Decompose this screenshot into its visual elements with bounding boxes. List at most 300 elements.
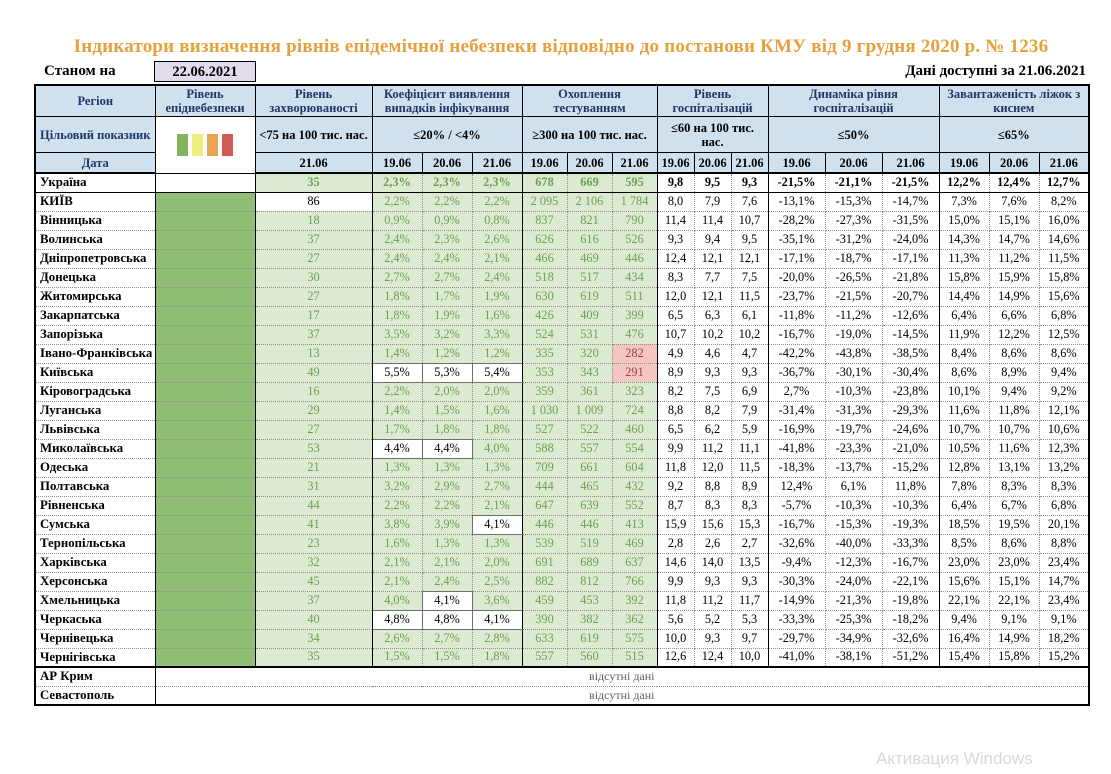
coef-cell: 2,0% [472, 553, 522, 572]
hospitalization-cell: 7,6 [731, 192, 768, 211]
incidence-cell: 37 [255, 591, 372, 610]
beds-cell: 12,3% [1039, 439, 1089, 458]
danger-level-cell [155, 553, 255, 572]
testing-cell: 633 [522, 629, 567, 648]
hospitalization-cell: 6,2 [694, 420, 731, 439]
testing-cell: 466 [522, 249, 567, 268]
hospitalization-cell: 5,6 [657, 610, 694, 629]
testing-cell: 343 [567, 363, 612, 382]
dynamics-cell: -21,0% [882, 439, 939, 458]
hospitalization-cell: 10,2 [694, 325, 731, 344]
danger-level-cell [155, 344, 255, 363]
beds-cell: 12,2% [939, 173, 989, 192]
coef-cell: 2,1% [472, 496, 522, 515]
incidence-cell: 40 [255, 610, 372, 629]
dynamics-cell: -26,5% [825, 268, 882, 287]
danger-level-cell [155, 211, 255, 230]
coef-cell: 3,9% [422, 515, 472, 534]
target-dynamics: ≤50% [768, 117, 939, 153]
dynamics-cell: -14,5% [882, 325, 939, 344]
testing-cell: 515 [612, 648, 657, 667]
coef-cell: 2,6% [372, 629, 422, 648]
beds-cell: 18,2% [1039, 629, 1089, 648]
dynamics-cell: -41,8% [768, 439, 825, 458]
dynamics-cell: -21,1% [825, 173, 882, 192]
dynamics-cell: -41,0% [768, 648, 825, 667]
danger-level-cell [155, 534, 255, 553]
hospitalization-cell: 11,4 [657, 211, 694, 230]
testing-cell: 1 030 [522, 401, 567, 420]
dynamics-cell: -14,9% [768, 591, 825, 610]
testing-cell: 639 [567, 496, 612, 515]
testing-cell: 526 [612, 230, 657, 249]
incidence-cell: 18 [255, 211, 372, 230]
hospitalization-cell: 11,1 [731, 439, 768, 458]
coef-cell: 2,3% [372, 173, 422, 192]
dynamics-cell: -18,2% [882, 610, 939, 629]
coef-cell: 2,4% [422, 249, 472, 268]
testing-cell: 812 [567, 572, 612, 591]
beds-cell: 15,6% [939, 572, 989, 591]
dynamics-cell: -9,4% [768, 553, 825, 572]
beds-cell: 6,8% [1039, 306, 1089, 325]
testing-cell: 353 [522, 363, 567, 382]
beds-cell: 15,8% [939, 268, 989, 287]
coef-cell: 1,3% [472, 458, 522, 477]
beds-cell: 10,7% [989, 420, 1039, 439]
date-cell: 21.06 [1039, 153, 1089, 174]
incidence-cell: 29 [255, 401, 372, 420]
hospitalization-cell: 7,5 [694, 382, 731, 401]
coef-cell: 2,3% [422, 173, 472, 192]
danger-level-cell [155, 325, 255, 344]
date-cell: 21.06 [472, 153, 522, 174]
coef-cell: 2,1% [372, 553, 422, 572]
beds-cell: 15,9% [989, 268, 1039, 287]
testing-cell: 446 [612, 249, 657, 268]
coef-cell: 4,8% [422, 610, 472, 629]
date-cell: 21.06 [882, 153, 939, 174]
beds-cell: 14,7% [1039, 572, 1089, 591]
dynamics-cell: -20,7% [882, 287, 939, 306]
testing-cell: 460 [612, 420, 657, 439]
table-row [35, 306, 1089, 325]
as-of-date-box: 22.06.2021 [154, 61, 256, 82]
region-name: Рівненська [35, 496, 155, 515]
dynamics-cell: -18,3% [768, 458, 825, 477]
incidence-cell: 35 [255, 173, 372, 192]
coef-cell: 1,4% [372, 344, 422, 363]
coef-cell: 3,5% [372, 325, 422, 344]
danger-level-cell [155, 363, 255, 382]
dynamics-cell: -33,3% [768, 610, 825, 629]
incidence-cell: 30 [255, 268, 372, 287]
table-row [35, 686, 1089, 705]
table-header [35, 85, 1089, 173]
testing-cell: 409 [567, 306, 612, 325]
testing-cell: 619 [567, 629, 612, 648]
beds-cell: 11,3% [939, 249, 989, 268]
incidence-cell: 16 [255, 382, 372, 401]
danger-level-cell [155, 382, 255, 401]
beds-cell: 10,6% [1039, 420, 1089, 439]
incidence-cell: 21 [255, 458, 372, 477]
beds-cell: 19,5% [989, 515, 1039, 534]
hospitalization-cell: 2,8 [657, 534, 694, 553]
danger-level-cell [155, 629, 255, 648]
hospitalization-cell: 14,0 [694, 553, 731, 572]
coef-cell: 1,6% [472, 401, 522, 420]
testing-cell: 432 [612, 477, 657, 496]
incidence-cell: 32 [255, 553, 372, 572]
region-name: Житомирська [35, 287, 155, 306]
coef-cell: 2,4% [372, 230, 422, 249]
testing-cell: 626 [522, 230, 567, 249]
coef-cell: 1,8% [472, 648, 522, 667]
hospitalization-cell: 11,5 [731, 458, 768, 477]
testing-cell: 522 [567, 420, 612, 439]
beds-cell: 12,4% [989, 173, 1039, 192]
coef-cell: 1,8% [472, 420, 522, 439]
incidence-cell: 35 [255, 648, 372, 667]
date-cell: 19.06 [372, 153, 422, 174]
dynamics-cell: -22,1% [882, 572, 939, 591]
beds-cell: 16,4% [939, 629, 989, 648]
hospitalization-cell: 10,0 [731, 648, 768, 667]
testing-cell: 524 [522, 325, 567, 344]
date-cell: 21.06 [731, 153, 768, 174]
incidence-cell: 23 [255, 534, 372, 553]
danger-level-cell [155, 477, 255, 496]
danger-level-cell [155, 572, 255, 591]
coef-cell: 1,9% [472, 287, 522, 306]
coef-cell: 3,6% [472, 591, 522, 610]
table-row [35, 553, 1089, 572]
dynamics-cell: -12,3% [825, 553, 882, 572]
beds-cell: 7,3% [939, 192, 989, 211]
coef-cell: 4,4% [372, 439, 422, 458]
incidence-cell: 37 [255, 325, 372, 344]
coef-cell: 1,8% [372, 287, 422, 306]
coef-cell: 0,9% [422, 211, 472, 230]
table-row [35, 667, 1089, 686]
dynamics-cell: -16,9% [768, 420, 825, 439]
hospitalization-cell: 2,6 [694, 534, 731, 553]
hospitalization-cell: 10,7 [731, 211, 768, 230]
testing-cell: 678 [522, 173, 567, 192]
testing-cell: 519 [567, 534, 612, 553]
beds-cell: 10,5% [939, 439, 989, 458]
danger-level-bar [192, 134, 203, 156]
region-name: АР Крим [35, 667, 155, 686]
hospitalization-cell: 4,9 [657, 344, 694, 363]
dynamics-cell: -19,7% [825, 420, 882, 439]
dynamics-cell: -43,8% [825, 344, 882, 363]
testing-cell: 469 [612, 534, 657, 553]
dynamics-cell: -34,9% [825, 629, 882, 648]
date-cell: 19.06 [768, 153, 825, 174]
beds-cell: 10,1% [939, 382, 989, 401]
testing-cell: 588 [522, 439, 567, 458]
data-available-label [905, 63, 1086, 80]
region-name: Запорізька [35, 325, 155, 344]
hospitalization-cell: 15,9 [657, 515, 694, 534]
beds-cell: 15,1% [989, 572, 1039, 591]
beds-cell: 11,6% [939, 401, 989, 420]
danger-level-cell [155, 230, 255, 249]
testing-cell: 2 106 [567, 192, 612, 211]
coef-cell: 4,4% [422, 439, 472, 458]
region-name: КИЇВ [35, 192, 155, 211]
beds-cell: 11,6% [989, 439, 1039, 458]
coef-cell: 2,1% [422, 553, 472, 572]
testing-cell: 426 [522, 306, 567, 325]
coef-cell: 2,2% [372, 192, 422, 211]
coef-cell: 1,5% [422, 648, 472, 667]
hospitalization-cell: 10,2 [731, 325, 768, 344]
hospitalization-cell: 11,2 [694, 591, 731, 610]
beds-cell: 15,6% [1039, 287, 1089, 306]
testing-cell: 531 [567, 325, 612, 344]
incidence-cell: 45 [255, 572, 372, 591]
region-name: Україна [35, 173, 155, 192]
testing-cell: 557 [567, 439, 612, 458]
danger-level-cell [155, 287, 255, 306]
testing-cell: 469 [567, 249, 612, 268]
testing-cell: 669 [567, 173, 612, 192]
danger-level-cell [155, 439, 255, 458]
hospitalization-cell: 8,2 [657, 382, 694, 401]
beds-cell: 23,0% [989, 553, 1039, 572]
coef-cell: 5,5% [372, 363, 422, 382]
dynamics-cell: -24,0% [882, 230, 939, 249]
testing-cell: 882 [522, 572, 567, 591]
col-header-testing: Охоплення тестуванням [522, 85, 657, 117]
table-row [35, 591, 1089, 610]
table-row [35, 629, 1089, 648]
coef-cell: 2,2% [372, 382, 422, 401]
region-name: Полтавська [35, 477, 155, 496]
beds-cell: 11,2% [989, 249, 1039, 268]
hospitalization-cell: 12,4 [694, 648, 731, 667]
hospitalization-cell: 12,0 [694, 458, 731, 477]
hospitalization-cell: 11,5 [731, 287, 768, 306]
dynamics-cell: -27,3% [825, 211, 882, 230]
testing-cell: 527 [522, 420, 567, 439]
table-row [35, 382, 1089, 401]
coef-cell: 1,2% [472, 344, 522, 363]
dynamics-cell: -31,4% [768, 401, 825, 420]
hospitalization-cell: 9,7 [731, 629, 768, 648]
beds-cell: 11,9% [939, 325, 989, 344]
testing-cell: 382 [567, 610, 612, 629]
dynamics-cell: -35,1% [768, 230, 825, 249]
danger-level-bar [207, 134, 218, 156]
date-cell: 20.06 [825, 153, 882, 174]
beds-cell: 12,8% [939, 458, 989, 477]
dynamics-cell: -21,5% [882, 173, 939, 192]
hospitalization-cell: 12,1 [731, 249, 768, 268]
coef-cell: 2,5% [472, 572, 522, 591]
testing-cell: 661 [567, 458, 612, 477]
hospitalization-cell: 11,2 [694, 439, 731, 458]
testing-cell: 446 [522, 515, 567, 534]
testing-cell: 362 [612, 610, 657, 629]
hospitalization-cell: 15,3 [731, 515, 768, 534]
coef-cell: 3,8% [372, 515, 422, 534]
table-row [35, 287, 1089, 306]
coef-cell: 1,3% [422, 534, 472, 553]
testing-cell: 821 [567, 211, 612, 230]
dynamics-cell: 2,7% [768, 382, 825, 401]
dynamics-cell: -15,2% [882, 458, 939, 477]
hospitalization-cell: 9,4 [694, 230, 731, 249]
testing-cell: 320 [567, 344, 612, 363]
beds-cell: 14,9% [989, 629, 1039, 648]
danger-level-cell [155, 420, 255, 439]
dynamics-cell: -13,7% [825, 458, 882, 477]
indicators-table [34, 84, 1090, 706]
beds-cell: 8,6% [939, 363, 989, 382]
testing-cell: 459 [522, 591, 567, 610]
hospitalization-cell: 9,3 [731, 572, 768, 591]
region-name: Вінницька [35, 211, 155, 230]
col-header-danger-level: Рівень епіднебезпеки [155, 85, 255, 117]
beds-cell: 15,1% [989, 211, 1039, 230]
beds-cell: 14,3% [939, 230, 989, 249]
col-header-region: Регіон [35, 85, 155, 117]
testing-cell: 539 [522, 534, 567, 553]
incidence-cell: 34 [255, 629, 372, 648]
testing-cell: 453 [567, 591, 612, 610]
beds-cell: 8,3% [1039, 477, 1089, 496]
dynamics-cell: -32,6% [882, 629, 939, 648]
hospitalization-cell: 9,5 [694, 173, 731, 192]
hospitalization-cell: 9,3 [694, 572, 731, 591]
testing-cell: 619 [567, 287, 612, 306]
coef-cell: 1,3% [372, 458, 422, 477]
hospitalization-cell: 9,2 [657, 477, 694, 496]
region-name: Дніпропетровська [35, 249, 155, 268]
table-row [35, 173, 1089, 192]
region-name: Кіровоградська [35, 382, 155, 401]
header-row-targets [35, 117, 1089, 153]
danger-level-bar [177, 134, 188, 156]
region-name: Одеська [35, 458, 155, 477]
dynamics-cell: -42,2% [768, 344, 825, 363]
coef-cell: 2,4% [372, 249, 422, 268]
incidence-cell: 41 [255, 515, 372, 534]
table-row [35, 534, 1089, 553]
region-name: Хмельницька [35, 591, 155, 610]
beds-cell: 12,5% [1039, 325, 1089, 344]
date-cell: 20.06 [567, 153, 612, 174]
danger-level-cell [155, 591, 255, 610]
dynamics-cell: -31,5% [882, 211, 939, 230]
table-row [35, 192, 1089, 211]
dynamics-cell: -29,7% [768, 629, 825, 648]
testing-cell: 595 [612, 173, 657, 192]
coef-cell: 1,3% [472, 534, 522, 553]
beds-cell: 7,6% [989, 192, 1039, 211]
hospitalization-cell: 14,6 [657, 553, 694, 572]
region-name: Черкаська [35, 610, 155, 629]
beds-cell: 8,9% [989, 363, 1039, 382]
testing-cell: 554 [612, 439, 657, 458]
hospitalization-cell: 8,2 [694, 401, 731, 420]
testing-cell: 390 [522, 610, 567, 629]
table-row [35, 515, 1089, 534]
coef-cell: 4,0% [472, 439, 522, 458]
date-cell: 20.06 [989, 153, 1039, 174]
hospitalization-cell: 7,7 [694, 268, 731, 287]
dynamics-cell: -15,3% [825, 192, 882, 211]
incidence-cell: 27 [255, 249, 372, 268]
date-cell: 21.06 [612, 153, 657, 174]
target-incidence: <75 на 100 тис. нас. [255, 117, 372, 153]
dynamics-cell: -10,3% [825, 382, 882, 401]
testing-cell: 359 [522, 382, 567, 401]
danger-level-cell [155, 173, 255, 192]
dynamics-cell: -21,3% [825, 591, 882, 610]
beds-cell: 15,2% [1039, 648, 1089, 667]
table-row [35, 439, 1089, 458]
coef-cell: 2,2% [472, 192, 522, 211]
beds-cell: 8,8% [1039, 534, 1089, 553]
dynamics-cell: -23,8% [882, 382, 939, 401]
hospitalization-cell: 9,8 [657, 173, 694, 192]
testing-cell: 476 [612, 325, 657, 344]
coef-cell: 1,6% [372, 534, 422, 553]
dynamics-cell: -21,5% [825, 287, 882, 306]
dynamics-cell: -24,6% [882, 420, 939, 439]
beds-cell: 6,4% [939, 496, 989, 515]
table-row [35, 249, 1089, 268]
hospitalization-cell: 5,3 [731, 610, 768, 629]
dynamics-cell: -23,3% [825, 439, 882, 458]
hospitalization-cell: 6,3 [694, 306, 731, 325]
table-row [35, 648, 1089, 667]
hospitalization-cell: 12,0 [657, 287, 694, 306]
dynamics-cell: -5,7% [768, 496, 825, 515]
date-cell: 21.06 [255, 153, 372, 174]
hospitalization-cell: 7,9 [694, 192, 731, 211]
col-header-incidence: Рівень захворюваності [255, 85, 372, 117]
beds-cell: 23,0% [939, 553, 989, 572]
coef-cell: 4,8% [372, 610, 422, 629]
coef-cell: 2,0% [472, 382, 522, 401]
coef-cell: 2,2% [422, 192, 472, 211]
incidence-cell: 13 [255, 344, 372, 363]
dynamics-cell: -40,0% [825, 534, 882, 553]
hospitalization-cell: 9,5 [731, 230, 768, 249]
testing-cell: 637 [612, 553, 657, 572]
incidence-cell: 44 [255, 496, 372, 515]
testing-cell: 517 [567, 268, 612, 287]
testing-cell: 630 [522, 287, 567, 306]
testing-cell: 1 784 [612, 192, 657, 211]
dynamics-cell: -23,7% [768, 287, 825, 306]
region-name: Тернопільська [35, 534, 155, 553]
testing-cell: 560 [567, 648, 612, 667]
beds-cell: 11,5% [1039, 249, 1089, 268]
danger-level-cell [155, 268, 255, 287]
coef-cell: 1,4% [372, 401, 422, 420]
testing-cell: 557 [522, 648, 567, 667]
coef-cell: 1,7% [422, 287, 472, 306]
coef-cell: 2,0% [422, 382, 472, 401]
testing-cell: 2 095 [522, 192, 567, 211]
